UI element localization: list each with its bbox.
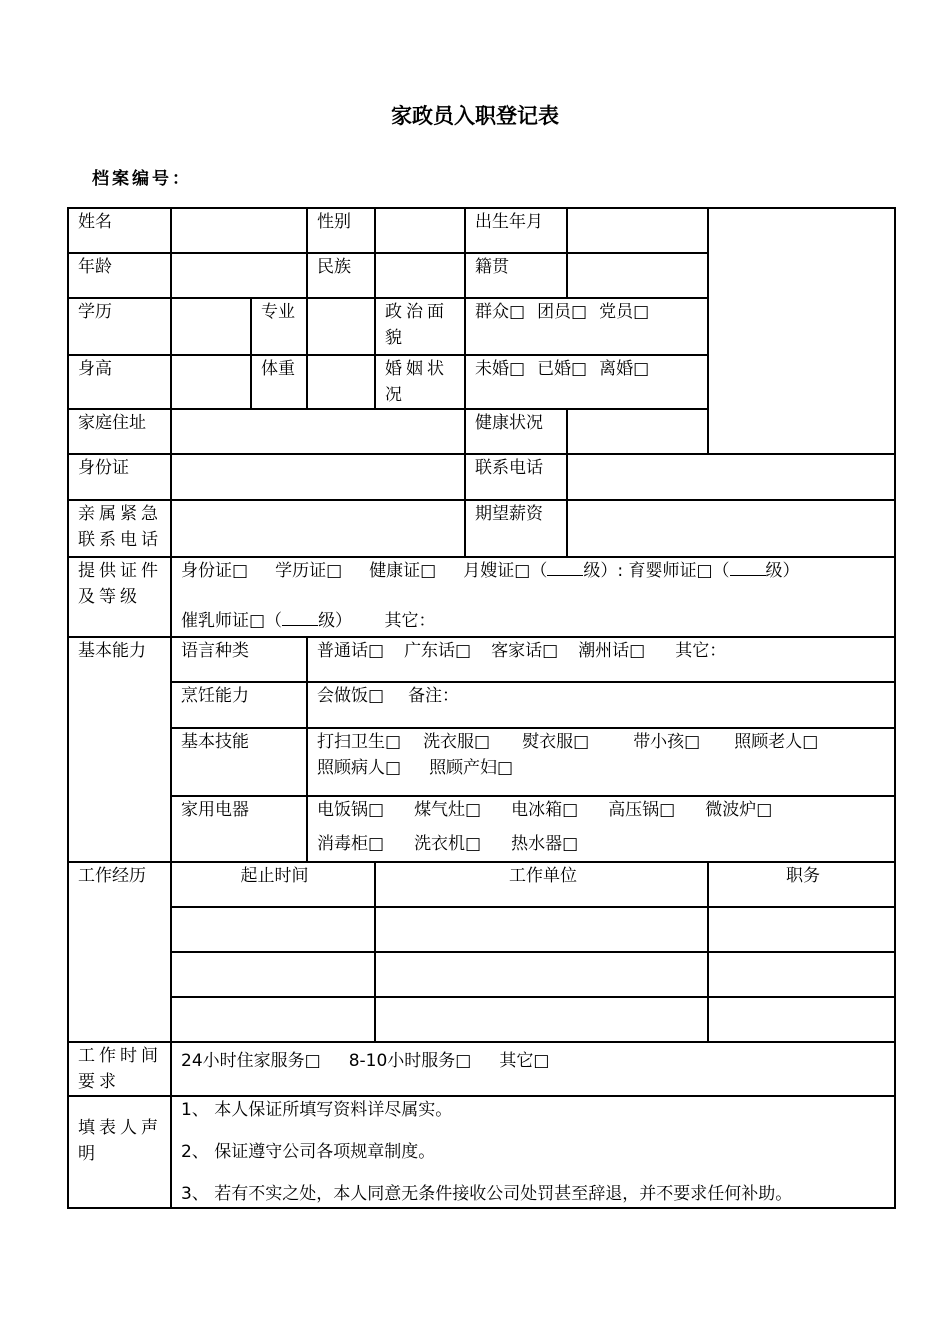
option-sterilizer[interactable]: 消毒柜□	[317, 834, 385, 854]
option-cleaning[interactable]: 打扫卫生□	[317, 732, 402, 752]
level-text: 级）: 育婴师证□（	[583, 561, 730, 581]
table-row	[68, 796, 895, 862]
emergency-contact-field[interactable]	[171, 500, 465, 557]
table-row	[68, 907, 895, 952]
table-row	[68, 997, 895, 1042]
option-elderly-care[interactable]: 照顾老人□	[734, 732, 819, 752]
native-place-label: 籍贯	[465, 253, 567, 298]
period-header: 起止时间	[171, 862, 375, 907]
option-laundry[interactable]: 洗衣服□	[423, 732, 491, 752]
table-row	[68, 637, 895, 682]
marital-status-label: 婚姻状况	[375, 355, 465, 409]
option-refrigerator[interactable]: 电冰箱□	[511, 800, 579, 820]
option-gas-stove[interactable]: 煤气灶□	[414, 800, 482, 820]
table-row	[68, 952, 895, 997]
address-label: 家庭住址	[68, 409, 171, 454]
period-field[interactable]	[171, 907, 375, 952]
option-single[interactable]: 未婚□	[475, 359, 526, 379]
option-league[interactable]: 团员□	[537, 302, 588, 322]
declaration-item: 1、 本人保证所填写资料详尽属实。	[181, 1100, 453, 1120]
form-title: 家政员入职登记表	[391, 104, 559, 128]
name-label: 姓名	[68, 208, 171, 253]
option-id-card[interactable]: 身份证□	[181, 561, 249, 581]
name-field[interactable]	[171, 208, 307, 253]
phone-field[interactable]	[567, 454, 895, 500]
health-field[interactable]	[567, 409, 708, 454]
gender-field[interactable]	[375, 208, 465, 253]
age-label: 年龄	[68, 253, 171, 298]
skills-line-1	[317, 729, 888, 755]
table-row	[68, 1042, 895, 1096]
skills-label: 基本技能	[171, 728, 307, 796]
political-status-label: 政治面貌	[375, 298, 465, 355]
birth-field[interactable]	[567, 208, 708, 253]
option-pressure-cooker[interactable]: 高压锅□	[608, 800, 676, 820]
political-status-options[interactable]	[465, 298, 708, 355]
position-field[interactable]	[708, 997, 895, 1042]
option-masses[interactable]: 群众□	[475, 302, 526, 322]
photo-area[interactable]	[708, 208, 895, 454]
abilities-label: 基本能力	[68, 637, 171, 862]
expected-salary-label: 期望薪资	[465, 500, 567, 557]
table-row	[68, 862, 895, 907]
table-row	[68, 454, 895, 500]
major-field[interactable]	[307, 298, 375, 355]
option-lactation-cert[interactable]: 催乳师证□（	[181, 611, 283, 631]
level-text: 级）	[765, 561, 800, 581]
birth-label: 出生年月	[465, 208, 567, 253]
option-divorced[interactable]: 离婚□	[599, 359, 650, 379]
height-field[interactable]	[171, 355, 251, 409]
major-label: 专业	[251, 298, 307, 355]
table-row	[68, 728, 895, 796]
health-label: 健康状况	[465, 409, 567, 454]
option-hourly[interactable]: 8-10小时服务□	[348, 1051, 472, 1071]
employer-field[interactable]	[375, 907, 708, 952]
appliances-line-2	[317, 831, 888, 857]
table-row	[68, 557, 895, 637]
work-time-label: 工作时间要求	[68, 1042, 171, 1096]
option-health-cert[interactable]: 健康证□	[369, 561, 437, 581]
phone-label: 联系电话	[465, 454, 567, 500]
employer-field[interactable]	[375, 997, 708, 1042]
declaration-item: 2、 保证遵守公司各项规章制度。	[181, 1142, 436, 1162]
declaration-item: 3、 若有不实之处，本人同意无条件接收公司处罚甚至辞退，并不要求任何补助。	[181, 1184, 793, 1204]
id-card-label: 身份证	[68, 454, 171, 500]
education-field[interactable]	[171, 298, 251, 355]
table-row	[68, 208, 895, 253]
table-row	[68, 682, 895, 728]
option-education-cert[interactable]: 学历证□	[275, 561, 343, 581]
option-married[interactable]: 已婚□	[537, 359, 588, 379]
cert-line-2	[181, 608, 888, 634]
employer-field[interactable]	[375, 952, 708, 997]
ethnicity-field[interactable]	[375, 253, 465, 298]
height-label: 身高	[68, 355, 171, 409]
option-postpartum-care[interactable]: 照顾产妇□	[429, 758, 514, 778]
weight-label: 体重	[251, 355, 307, 409]
option-other-language[interactable]: 其它：	[675, 641, 727, 661]
position-field[interactable]	[708, 907, 895, 952]
option-live-in[interactable]: 24小时住家服务□	[181, 1051, 321, 1071]
option-hakka[interactable]: 客家话□	[491, 641, 559, 661]
age-field[interactable]	[171, 253, 307, 298]
option-other[interactable]: 其它：	[384, 611, 436, 631]
cooking-label: 烹饪能力	[171, 682, 307, 728]
native-place-field[interactable]	[567, 253, 708, 298]
option-party[interactable]: 党员□	[599, 302, 650, 322]
expected-salary-field[interactable]	[567, 500, 895, 557]
level-text: 级）	[318, 611, 353, 631]
option-washing-machine[interactable]: 洗衣机□	[414, 834, 482, 854]
option-maternity-cert[interactable]: 月嫂证□（	[463, 561, 548, 581]
certificates-options[interactable]	[171, 557, 895, 637]
level-blank[interactable]	[730, 559, 766, 576]
work-history-label: 工作经历	[68, 862, 171, 1042]
cert-line-1	[181, 558, 888, 584]
appliances-label: 家用电器	[171, 796, 307, 862]
gender-label: 性别	[307, 208, 375, 253]
work-time-options[interactable]	[171, 1042, 895, 1096]
option-microwave[interactable]: 微波炉□	[705, 800, 773, 820]
option-rice-cooker[interactable]: 电饭锅□	[317, 800, 385, 820]
archive-number-label: 档案编号：	[92, 169, 192, 189]
emergency-contact-label: 亲属紧急联系电话	[68, 500, 171, 557]
level-blank[interactable]	[282, 609, 318, 626]
option-water-heater[interactable]: 热水器□	[511, 834, 579, 854]
employer-header: 工作单位	[375, 862, 708, 907]
period-field[interactable]	[171, 952, 375, 997]
id-card-field[interactable]	[171, 454, 465, 500]
appliances-line-1	[317, 797, 888, 823]
position-field[interactable]	[708, 952, 895, 997]
language-options[interactable]	[307, 637, 895, 682]
option-mandarin[interactable]: 普通话□	[317, 641, 385, 661]
option-other-time[interactable]: 其它□	[499, 1051, 550, 1071]
language-label: 语言种类	[171, 637, 307, 682]
marital-status-options[interactable]	[465, 355, 708, 409]
weight-field[interactable]	[307, 355, 375, 409]
option-can-cook[interactable]: 会做饭□	[317, 686, 385, 706]
ethnicity-label: 民族	[307, 253, 375, 298]
appliances-options[interactable]	[307, 796, 895, 862]
registration-form-table	[67, 207, 896, 1209]
cooking-options[interactable]	[307, 682, 895, 728]
option-teochew[interactable]: 潮州话□	[578, 641, 646, 661]
position-header: 职务	[708, 862, 895, 907]
period-field[interactable]	[171, 997, 375, 1042]
certificates-label: 提供证件及等级	[68, 557, 171, 637]
level-blank[interactable]	[547, 559, 583, 576]
option-childcare[interactable]: 带小孩□	[633, 732, 701, 752]
skills-line-2	[317, 755, 888, 781]
cooking-remarks[interactable]: 备注：	[408, 686, 460, 706]
table-row	[68, 500, 895, 557]
option-ironing[interactable]: 熨衣服□	[522, 732, 590, 752]
option-cantonese[interactable]: 广东话□	[404, 641, 472, 661]
table-row	[68, 1096, 895, 1208]
declaration-label: 填表人声明	[68, 1096, 171, 1208]
education-label: 学历	[68, 298, 171, 355]
address-field[interactable]	[171, 409, 465, 454]
option-patient-care[interactable]: 照顾病人□	[317, 758, 402, 778]
skills-options[interactable]	[307, 728, 895, 796]
declaration-text	[171, 1096, 895, 1208]
